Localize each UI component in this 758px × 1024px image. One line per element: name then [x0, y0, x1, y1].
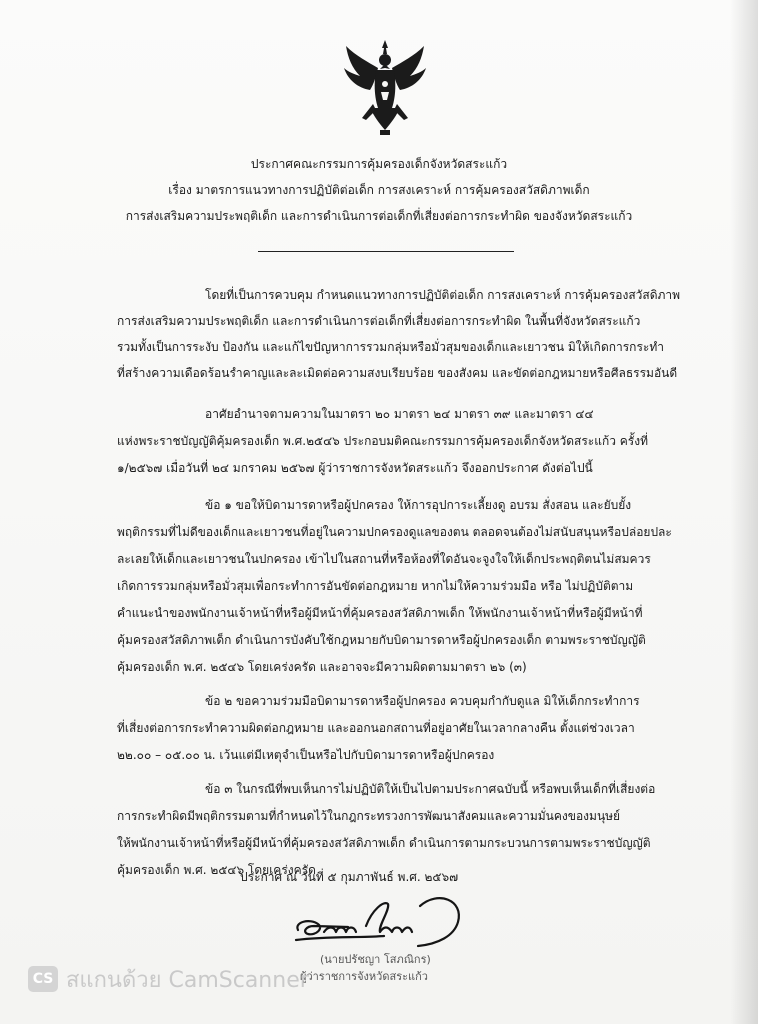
announcement-subject-line-2: การส่งเสริมความประพฤติเด็ก และการดำเนินการต่อเด็กที่เสี่ยงต่อการกระทำผิด ของจังหวัดสระแก้ว [125, 209, 633, 223]
signer-title: ผู้ว่าราชการจังหวัดสระแก้ว [300, 970, 428, 983]
paragraph-line: อาศัยอำนาจตามความในมาตรา ๒๐ มาตรา ๒๔ มาตรา ๓๙ และมาตรา ๔๔ [205, 407, 594, 421]
paragraph-line: ๑/๒๕๖๗ เมื่อวันที่ ๒๔ มกราคม ๒๕๖๗ ผู้ว่าราชการจังหวัดสระแก้ว จึงออกประกาศ ดังต่อไปนี้ [117, 461, 593, 475]
clause-3-line: การกระทำผิดมีพฤติกรรมตามที่กำหนดไว้ในกฎกระทรวงการพัฒนาสังคมและความมั่นคงของมนุษย์ [117, 809, 621, 823]
paragraph-line: การส่งเสริมความประพฤติเด็ก และการดำเนินการต่อเด็กที่เสี่ยงต่อการกระทำผิด ในพื้นที่จังหวัดสระแก้ว [117, 314, 641, 328]
signer-name: (นายปรัชญา โสภณิกร) [320, 953, 431, 966]
clause-1-line: พฤติกรรมที่ไม่ดีของเด็กและเยาวชนที่อยู่ในความปกครองดูแลของตน ตลอดจนต้องไม่สนับสนุนหรือปล่อยปละ [117, 525, 672, 539]
paragraph-line: โดยที่เป็นการควบคุม กำหนดแนวทางการปฏิบัติต่อเด็ก การสงเคราะห์ การคุ้มครองสวัสดิภาพ [205, 288, 681, 302]
paragraph-line: รวมทั้งเป็นการระงับ ป้องกัน และแก้ไขปัญหาการรวมกลุ่มหรือมั่วสุมของเด็กและเยาวชน มิให้เกิดการกระทำ [117, 340, 664, 354]
clause-1-line: ละเลยให้เด็กและเยาวชนในปกครอง เข้าไปในสถานที่หรือห้องที่ใดอันจะจูงใจให้เด็กประพฤติตนไม่สมควร [117, 552, 651, 566]
paragraph-line: แห่งพระราชบัญญัติคุ้มครองเด็ก พ.ศ.๒๕๔๖ ประกอบมติคณะกรรมการคุ้มครองเด็กจังหวัดสระแก้ว ครั้งที่ [117, 434, 649, 448]
clause-3-line: ข้อ ๓ ในกรณีที่พบเห็นการไม่ปฏิบัติให้เป็นไปตามประกาศฉบับนี้ หรือพบเห็นเด็กที่เสี่ยงต่อ [205, 782, 656, 796]
signature [288, 886, 473, 956]
camscanner-watermark [28, 964, 309, 994]
clause-1-line: ข้อ ๑ ขอให้บิดามารดาหรือผู้ปกครอง ให้การอุปการะเลี้ยงดู อบรม สั่งสอน และยับยั้ง [205, 498, 632, 512]
clause-2-line: ที่เสี่ยงต่อการกระทำความผิดต่อกฎหมาย และออกนอกสถานที่อยู่อาศัยในเวลากลางคืน ตั้งแต่ช่วงเวลา [117, 721, 635, 735]
paragraph-line: ที่สร้างความเดือดร้อนรำคาญและละเมิดต่อความสงบเรียบร้อย ของสังคม และขัดต่อกฎหมายหรือศีลธรรมอันดี [117, 366, 678, 380]
clause-3-line: ให้พนักงานเจ้าหน้าที่หรือผู้มีหน้าที่คุ้มครองสวัสดิภาพเด็ก ดำเนินการตามกระบวนการตามพระราชบัญญัติ [117, 836, 651, 850]
watermark-text: สแกนด้วย CamScanner [66, 967, 309, 993]
clause-1-line: คำแนะนำของพนักงานเจ้าหน้าที่หรือผู้มีหน้าที่คุ้มครองสวัสดิภาพเด็ก ให้พนักงานเจ้าหน้าที่หรือผู้มีหน้าที่ [117, 606, 643, 620]
clause-1-line: คุ้มครองสวัสดิภาพเด็ก ดำเนินการบังคับใช้กฎหมายกับบิดามารดาหรือผู้ปกครองเด็ก ตามพระราชบัญญัติ [117, 633, 646, 647]
camscanner-logo-icon: CS [28, 966, 58, 992]
clause-1-line: เกิดการรวมกลุ่มหรือมั่วสุมเพื่อกระทำการอันขัดต่อกฎหมาย หากไม่ให้ความร่วมมือ หรือ ไม่ปฏิบัติตาม [117, 579, 634, 593]
clause-1-line: คุ้มครองเด็ก พ.ศ. ๒๕๔๖ โดยเคร่งครัด และอาจจะมีความผิดตามมาตรา ๒๖ (๓) [117, 660, 527, 674]
announcement-title: ประกาศคณะกรรมการคุ้มครองเด็กจังหวัดสระแก้ว [250, 157, 508, 171]
clause-2-line: ข้อ ๒ ขอความร่วมมือบิดามารดาหรือผู้ปกครอง ควบคุมกำกับดูแล มิให้เด็กกระทำการ [205, 694, 640, 708]
clause-3-line: คุ้มครองเด็ก พ.ศ. ๒๕๔๖ โดยเคร่งครัด [117, 863, 316, 877]
garuda-emblem [340, 38, 430, 138]
announcement-date: ประกาศ ณ วันที่ ๕ กุมภาพันธ์ พ.ศ. ๒๕๖๗ [240, 870, 459, 884]
header-divider [258, 251, 514, 252]
announcement-subject: เรื่อง มาตรการแนวทางการปฏิบัติต่อเด็ก การสงเคราะห์ การคุ้มครองสวัสดิภาพเด็ก [168, 183, 590, 197]
page-edge-shadow [730, 0, 758, 1024]
clause-2-line: ๒๒.๐๐ – ๐๕.๐๐ น. เว้นแต่มีเหตุจำเป็นหรือไปกับบิดามารดาหรือผู้ปกครอง [117, 748, 495, 762]
